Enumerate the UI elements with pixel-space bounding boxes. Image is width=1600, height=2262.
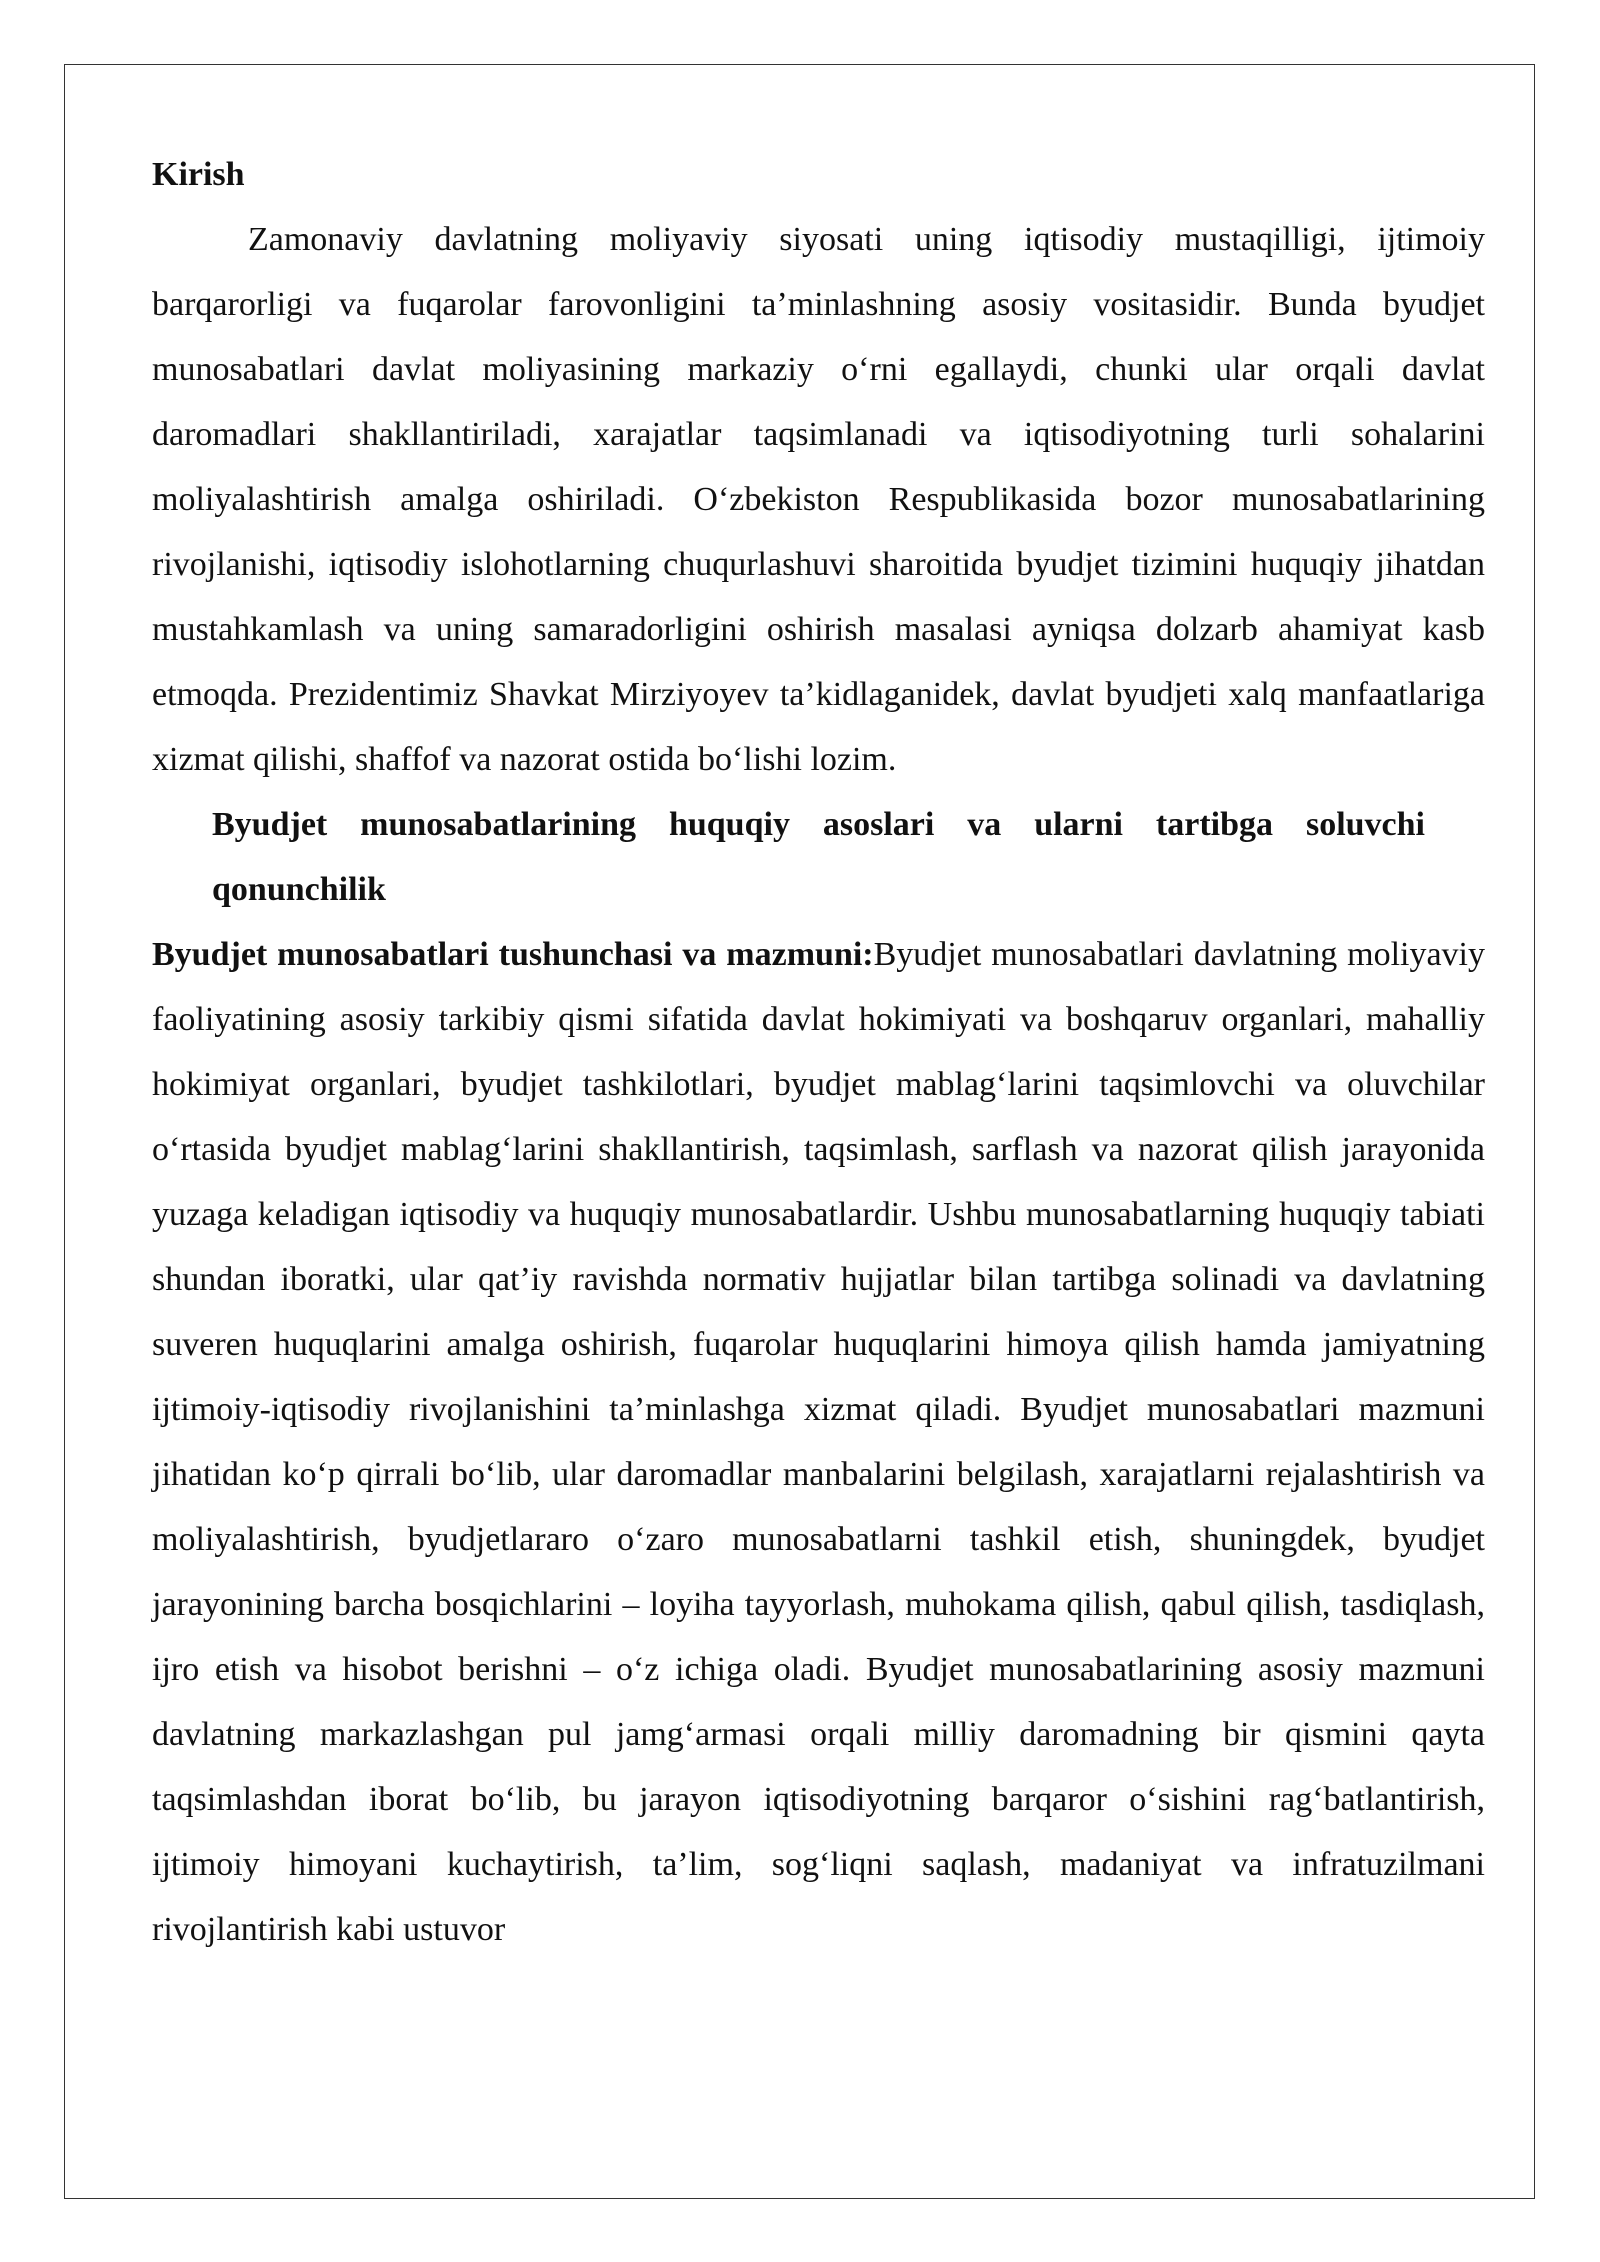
intro-paragraph: Zamonaviy davlatning moliyaviy siyosati uning iqtisodiy mustaqilligi, ijtimoiy barqarorligi va fuqarolar farovonligini ta’minlashning asosiy vositasidir. Bunda byudjet munosabatlari davlat moliyasining markaziy o‘rni egallaydi, chunki ular orqali davlat daromadlari shakllantiriladi, xarajatlar taqsimlanadi va iqtisodiyotning turli sohalarini moliyalashtirish amalga oshiriladi. O‘zbekiston Respublikasida bozor munosabatlarining rivojlanishi, iqtisodiy islohotlarning chuqurlashuvi sharoitida byudjet tizimini huquqiy jihatdan mustahkamlash va uning samaradorligini oshirish masalasi ayniqsa dolzarb ahamiyat kasb etmoqda. Prezidentimiz Shavkat Mirziyoyev ta’kidlaganidek, davlat byudjeti xalq manfaatlariga xizmat qilishi, shaffof va nazorat ostida bo‘lishi lozim. [152, 221, 1485, 778]
intro-heading: Kirish [152, 156, 245, 193]
subsection-paragraph-block [152, 922, 1485, 1962]
subsection-paragraph: Byudjet munosabatlari davlatning moliyaviy faoliyatining asosiy tarkibiy qismi sifatida davlat hokimiyati va boshqaruv organlari, mahalliy hokimiyat organlari, byudjet tashkilotlari, byudjet mablag‘larini taqsimlovchi va oluvchilar o‘rtasida byudjet mablag‘larini shakllantirish, taqsimlash, sarflash va nazorat qilish jarayonida yuzaga keladigan iqtisodiy va huquqiy munosabatlardir. Ushbu munosabatlarning huquqiy tabiati shundan iboratki, ular qat’iy ravishda normativ hujjatlar bilan tartibga solinadi va davlatning suveren huquqlarini amalga oshirish, fuqarolar huquqlarini himoya qilish hamda jamiyatning ijtimoiy-iqtisodiy rivojlanishini ta’minlashga xizmat qiladi. Byudjet munosabatlari mazmuni jihatidan ko‘p qirrali bo‘lib, ular daromadlar manbalarini belgilash, xarajatlarni rejalashtirish va moliyalashtirish, byudjetlararo o‘zaro munosabatlarni tashkil etish, shuningdek, byudjet jarayonining barcha bosqichlarini – loyiha tayyorlash, muhokama qilish, qabul qilish, tasdiqlash, ijro etish va hisobot berishni – o‘z ichiga oladi. Byudjet munosabatlarining asosiy mazmuni davlatning markazlashgan pul jamg‘armasi orqali milliy daromadning bir qismini qayta taqsimlashdan iborat bo‘lib, bu jarayon iqtisodiyotning barqaror o‘sishini rag‘batlantirish, ijtimoiy himoyani kuchaytirish, ta’lim, sog‘liqni saqlash, madaniyat va infratuzilmani rivojlantirish kabi ustuvor [152, 936, 1485, 1948]
document-body [152, 142, 1485, 1962]
section-title: Byudjet munosabatlarining huquqiy asoslari va ularni tartibga soluvchi qonunchilik [212, 806, 1425, 908]
subsection-heading: Byudjet munosabatlari tushunchasi va mazmuni: [152, 936, 874, 973]
